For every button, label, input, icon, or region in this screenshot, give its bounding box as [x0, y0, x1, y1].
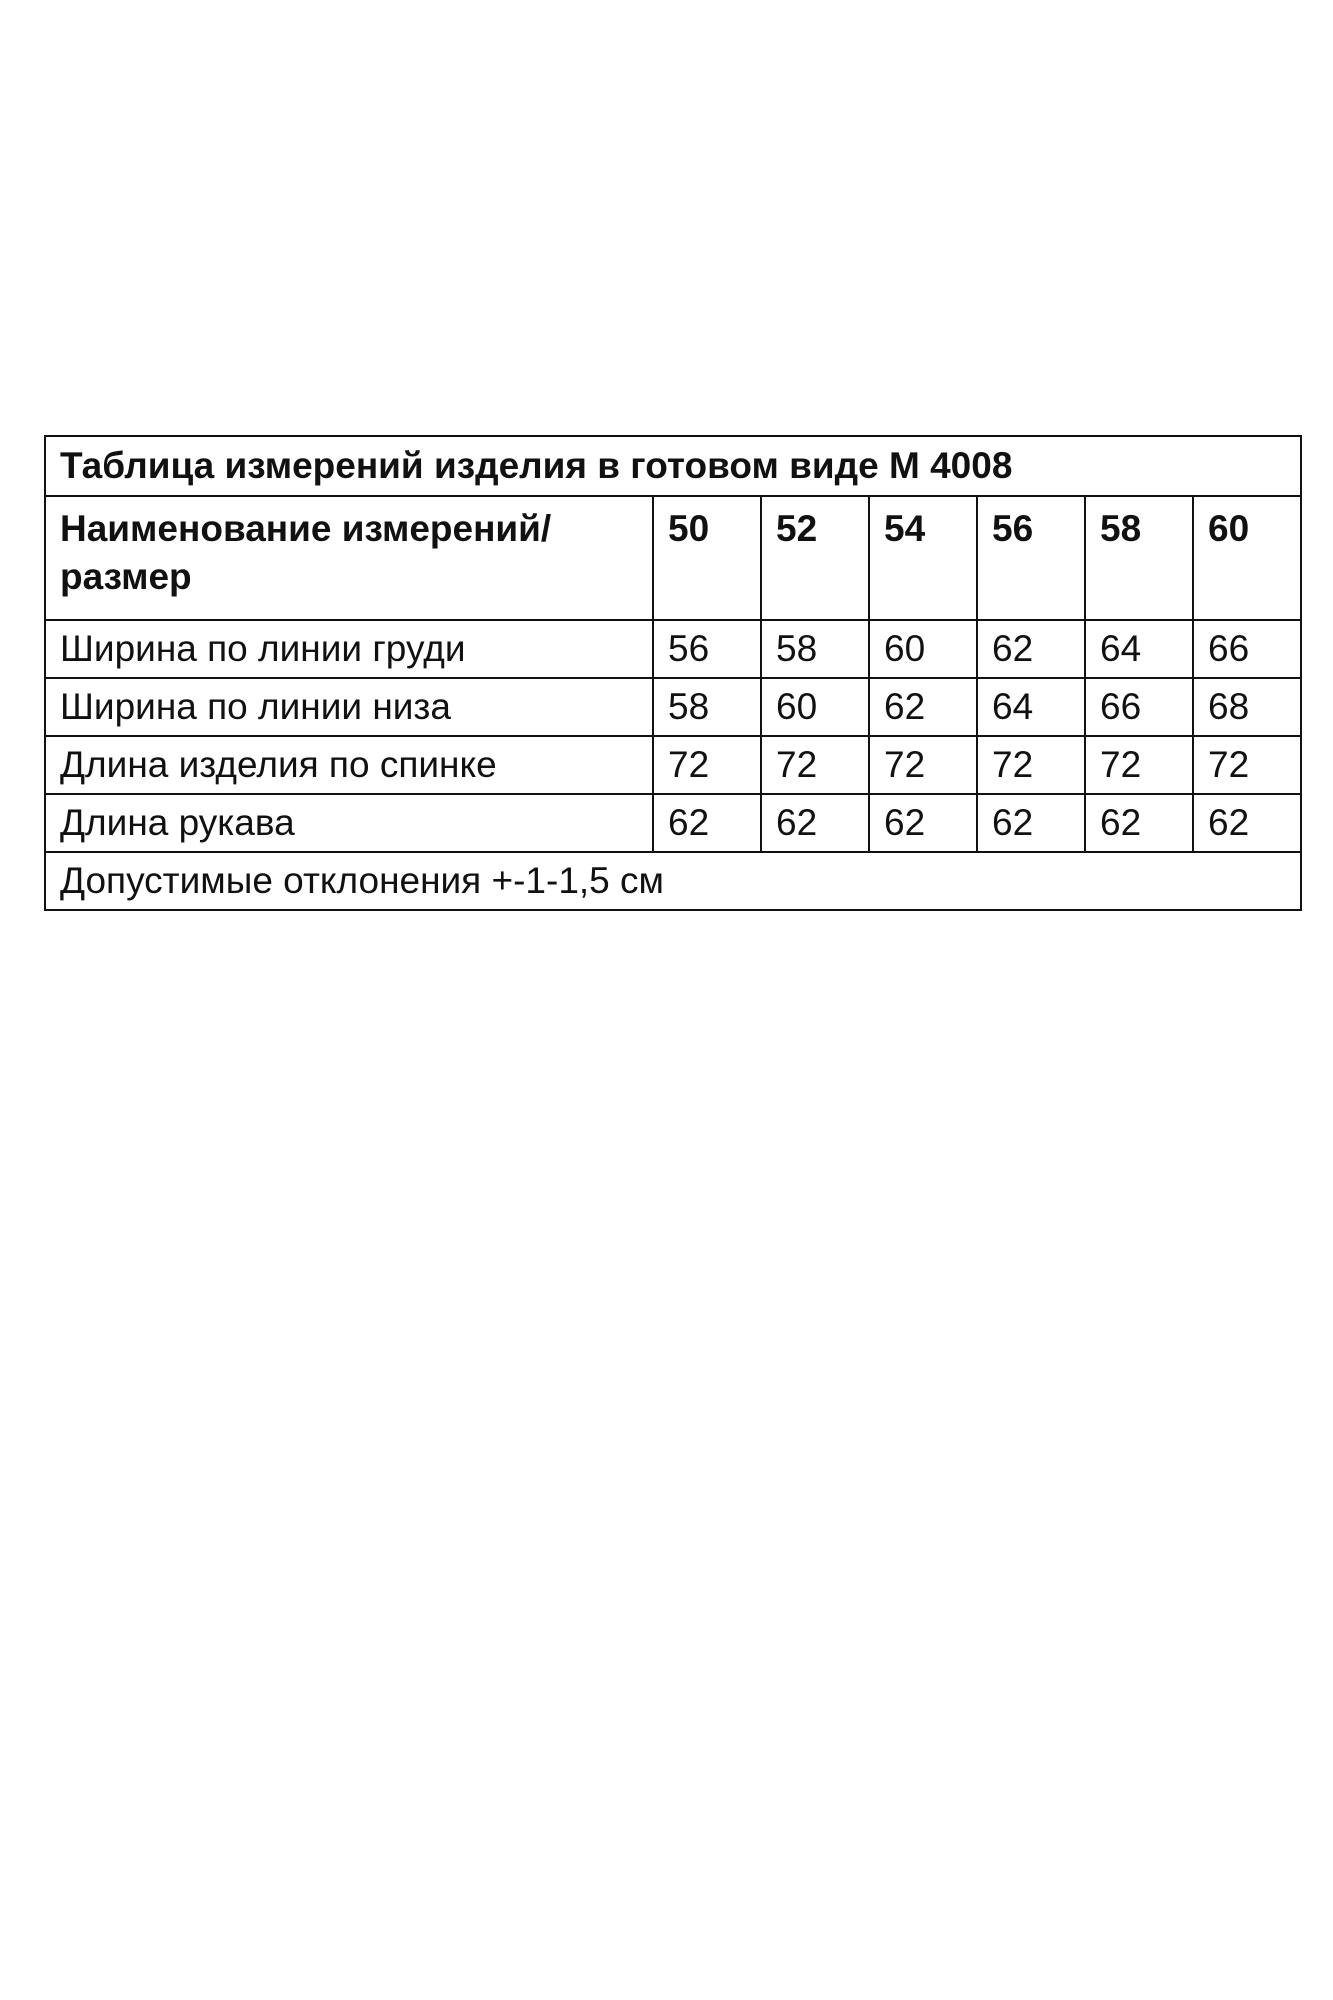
table-cell: 72: [761, 736, 869, 794]
table-cell: 60: [761, 678, 869, 736]
table-cell: 72: [1193, 736, 1301, 794]
table-cell: 62: [977, 620, 1085, 678]
table-cell: 56: [653, 620, 761, 678]
size-header-cell: 52: [761, 496, 869, 620]
table-cell: 64: [1085, 620, 1193, 678]
measurement-label: Длина изделия по спинке: [45, 736, 653, 794]
size-header-cell: 60: [1193, 496, 1301, 620]
measurement-label: Длина рукава: [45, 794, 653, 852]
table-cell: 62: [761, 794, 869, 852]
title-row: [45, 436, 1301, 496]
note-row: [45, 852, 1301, 910]
size-header-cell: 54: [869, 496, 977, 620]
table-cell: 62: [869, 678, 977, 736]
measurement-label: Ширина по линии груди: [45, 620, 653, 678]
table-row: [45, 678, 1301, 736]
size-header-cell: 50: [653, 496, 761, 620]
table-cell: 58: [761, 620, 869, 678]
size-chart-table: [44, 435, 1302, 911]
table-cell: 68: [1193, 678, 1301, 736]
table-cell: 62: [869, 794, 977, 852]
table-cell: 58: [653, 678, 761, 736]
table-cell: 66: [1193, 620, 1301, 678]
size-header-cell: 56: [977, 496, 1085, 620]
measurement-name-header: Наименование измерений/размер: [45, 496, 653, 620]
table-cell: 66: [1085, 678, 1193, 736]
table-cell: 72: [977, 736, 1085, 794]
header-row: [45, 496, 1301, 620]
table-row: [45, 736, 1301, 794]
tolerance-note: Допустимые отклонения +-1-1,5 см: [45, 852, 1301, 910]
measurement-label: Ширина по линии низа: [45, 678, 653, 736]
table-row: [45, 794, 1301, 852]
table-cell: 62: [653, 794, 761, 852]
table-cell: 62: [1085, 794, 1193, 852]
table-cell: 72: [1085, 736, 1193, 794]
size-header-cell: 58: [1085, 496, 1193, 620]
table-cell: 72: [869, 736, 977, 794]
table-title: Таблица измерений изделия в готовом виде М 4008: [45, 436, 1301, 496]
table-cell: 60: [869, 620, 977, 678]
table-cell: 62: [977, 794, 1085, 852]
table-cell: 62: [1193, 794, 1301, 852]
table-row: [45, 620, 1301, 678]
table-cell: 72: [653, 736, 761, 794]
table-cell: 64: [977, 678, 1085, 736]
